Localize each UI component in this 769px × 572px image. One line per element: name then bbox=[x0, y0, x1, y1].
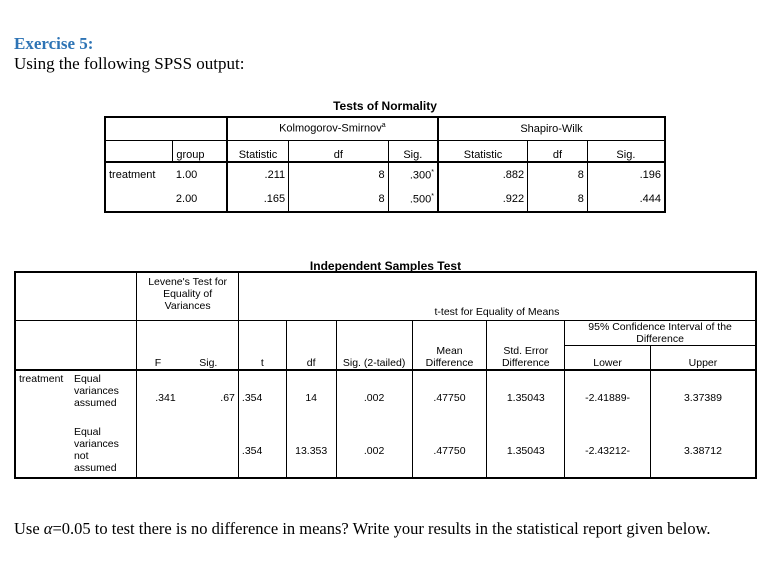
ks-df-value: 8 bbox=[289, 162, 388, 187]
sw-header: Shapiro-Wilk bbox=[438, 117, 665, 140]
row-label: treatment bbox=[19, 373, 64, 385]
ks-sig-header: Sig. bbox=[388, 140, 438, 162]
independent-table-caption: Independent Samples Test bbox=[309, 259, 462, 273]
sw-statistic-header: Statistic bbox=[438, 140, 528, 162]
f-value: .341 bbox=[137, 370, 179, 424]
row-label: treatment bbox=[109, 169, 156, 181]
std-error-difference-value: 1.35043 bbox=[487, 370, 565, 424]
lower-value: -2.43212- bbox=[565, 424, 651, 478]
table-row bbox=[15, 370, 756, 424]
sw-df-value: 8 bbox=[528, 162, 588, 187]
table-row bbox=[15, 424, 756, 478]
mean-difference-header: Mean Difference bbox=[412, 345, 487, 370]
lower-value: -2.41889- bbox=[565, 370, 651, 424]
normality-table bbox=[104, 116, 666, 213]
std-error-difference-header: Std. Error Difference bbox=[487, 345, 565, 370]
exercise-question: Use α=0.05 to test there is no difference in means? Write your results in the statistical report given below. bbox=[14, 519, 711, 538]
upper-value: 3.37389 bbox=[650, 370, 756, 424]
ks-statistic-value: .165 bbox=[227, 187, 289, 212]
upper-value: 3.38712 bbox=[650, 424, 756, 478]
ks-df-value: 8 bbox=[289, 187, 388, 212]
table-row bbox=[105, 187, 665, 212]
sig-2tailed-header: Sig. (2-tailed) bbox=[336, 345, 412, 370]
ks-df-header: df bbox=[289, 140, 388, 162]
df-value: 13.353 bbox=[286, 424, 336, 478]
independent-corner-cell bbox=[15, 272, 137, 320]
group-header: group bbox=[173, 140, 227, 162]
sw-statistic-value: .882 bbox=[438, 162, 528, 187]
std-error-difference-value: 1.35043 bbox=[487, 424, 565, 478]
sw-sig-value: .196 bbox=[587, 162, 665, 187]
sw-df-value: 8 bbox=[528, 187, 588, 212]
group-value: 2.00 bbox=[175, 193, 198, 205]
ks-sig-value: .300* bbox=[388, 162, 438, 187]
ks-statistic-header: Statistic bbox=[227, 140, 289, 162]
t-header: t bbox=[238, 345, 286, 370]
df-header: df bbox=[286, 345, 336, 370]
independent-samples-table bbox=[14, 271, 757, 479]
ci-header: 95% Confidence Interval of the Difference bbox=[565, 320, 756, 345]
exercise-title: Exercise 5: bbox=[14, 34, 94, 53]
variance-assumption-label: Equal variances assumed bbox=[73, 373, 119, 409]
f-header: F bbox=[137, 345, 179, 370]
levene-sig-header: Sig. bbox=[179, 345, 239, 370]
ks-header: Kolmogorov-Smirnov$^a$ bbox=[227, 117, 438, 140]
levene-sig-value: .67 bbox=[220, 391, 235, 404]
f-value bbox=[137, 424, 179, 478]
levene-header: Levene's Test for Equality of Variances bbox=[137, 272, 239, 320]
group-value: 1.00 bbox=[175, 169, 198, 181]
lower-header: Lower bbox=[565, 345, 651, 370]
ks-statistic-value: .211 bbox=[227, 162, 289, 187]
mean-difference-value: .47750 bbox=[412, 370, 487, 424]
sig-2tailed-value: .002 bbox=[336, 370, 412, 424]
variance-assumption-label: Equal variances not assumed bbox=[73, 426, 119, 474]
upper-header: Upper bbox=[650, 345, 756, 370]
alpha-symbol: α bbox=[43, 519, 53, 538]
mean-difference-value: .47750 bbox=[412, 424, 487, 478]
normality-corner-cell bbox=[105, 117, 227, 140]
levene-sig-value bbox=[179, 424, 239, 478]
sw-sig-value: .444 bbox=[587, 187, 665, 212]
t-value: .354 bbox=[238, 424, 286, 478]
normality-table-caption: Tests of Normality bbox=[333, 99, 437, 113]
sw-df-header: df bbox=[528, 140, 588, 162]
ks-sig-value: .500* bbox=[388, 187, 438, 212]
sw-sig-header: Sig. bbox=[587, 140, 665, 162]
ttest-header: t-test for Equality of Means bbox=[238, 272, 756, 320]
df-value: 14 bbox=[286, 370, 336, 424]
sw-statistic-value: .922 bbox=[438, 187, 528, 212]
exercise-intro: Using the following SPSS output: bbox=[14, 54, 245, 73]
table-row bbox=[105, 162, 665, 187]
t-value: .354 bbox=[238, 370, 286, 424]
sig-2tailed-value: .002 bbox=[336, 424, 412, 478]
